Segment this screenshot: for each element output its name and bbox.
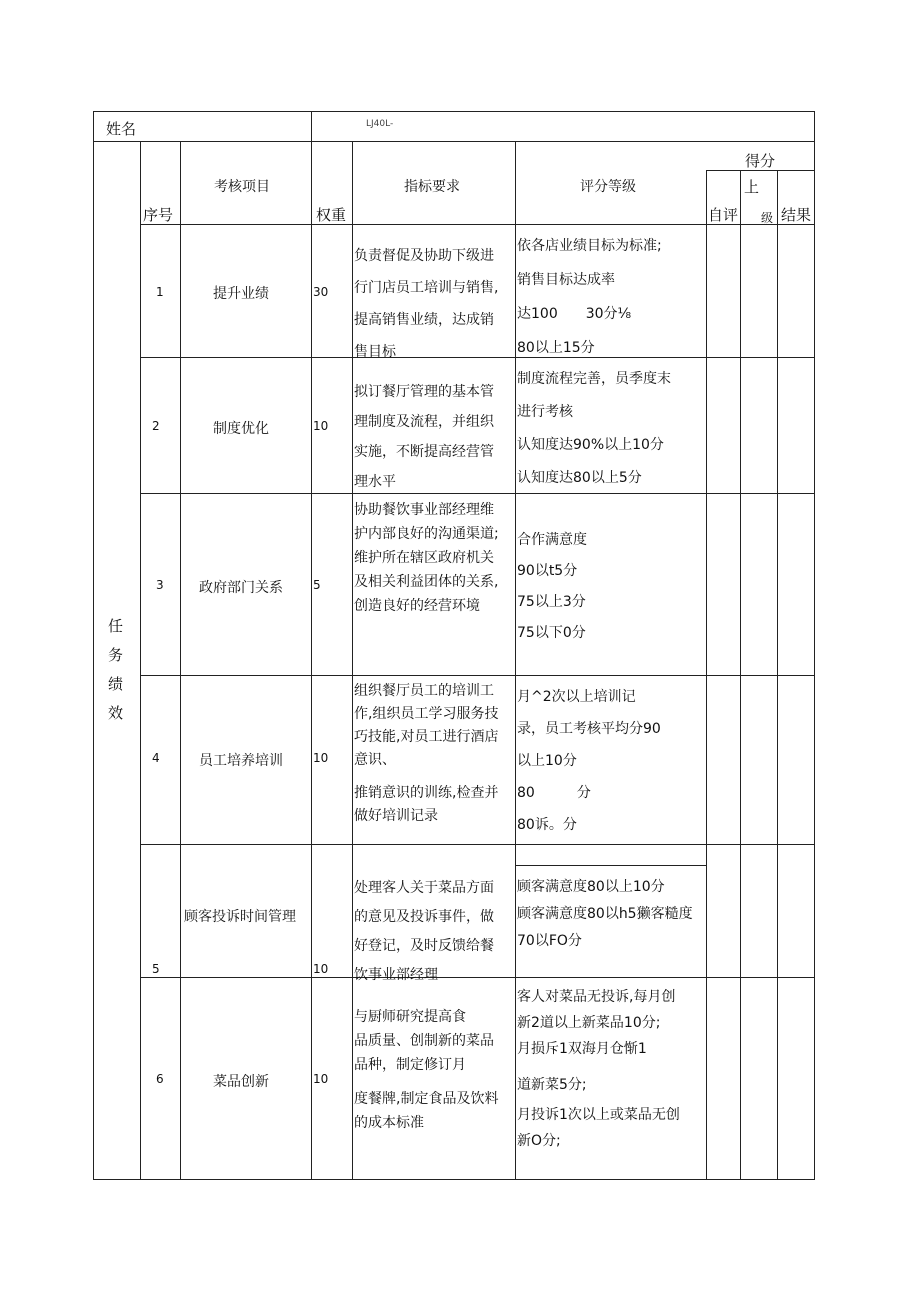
row-requirement: 组织餐厅员工的培训工 作,组织员工学习服务技 巧技能,对员工进行酒店 意识、 推销意识的训练,检查并 做好培训记录: [354, 683, 499, 824]
row-item: 提升业绩: [213, 286, 269, 302]
row-grading: 合作满意度 90以t5分 75以上3分 75以下0分: [517, 532, 587, 641]
row-weight: 10: [313, 962, 329, 976]
col-grading-header: 评分等级: [580, 179, 636, 195]
row-grading: 客人对菜品无投诉,每月创 新2道以上新菜品10分; 月损斥1双海月仓惭1 道新菜5分; 月投诉1次以上或菜品无创 新O分;: [517, 989, 680, 1149]
row-requirement: 协助餐饮事业部经理维 护内部良好的沟通渠道; 维护所在辖区政府机关 及相关利益团体的关系, 创造良好的经营环境: [354, 502, 499, 614]
row-weight: 10: [313, 419, 329, 433]
col-weight-header: 权重: [316, 206, 347, 224]
row-grading: 顾客满意度80以上10分 顾客满意度80以h5獭客糙度 70以FO分: [517, 879, 693, 949]
col-self-header: 自评: [708, 206, 739, 224]
col-item-header: 考核项目: [214, 179, 270, 195]
row-requirement: 拟订餐厅管理的基本管 理制度及流程，并组织 实施，不断提高经营管 理水平: [354, 384, 494, 490]
row-grading: 制度流程完善，员季度末 进行考核 认知度达90%以上10分 认知度达80以上5分: [517, 371, 671, 486]
row-seq: 3: [156, 578, 164, 592]
row-weight: 5: [313, 578, 321, 592]
row-requirement: 处理客人关于菜品方面 的意见及投诉事件，做 好登记，及时反馈给餐 饮事业部经理: [354, 880, 494, 983]
row-item: 菜品创新: [213, 1074, 269, 1090]
col-result-header: 结果: [781, 206, 812, 224]
row-seq: 2: [152, 419, 160, 433]
row-seq: 5: [152, 962, 160, 976]
row-seq: 6: [156, 1072, 164, 1086]
name-label: 姓名: [106, 120, 137, 138]
row-item: 员工培养培训: [199, 753, 283, 769]
row-weight: 30: [313, 285, 329, 299]
row-grading: 依各店业绩目标为标准; 销售目标达成率 达100 30分⅛ 80以上15分: [517, 238, 662, 356]
row-weight: 10: [313, 1072, 329, 1086]
category-label: 任 务 绩 效: [108, 617, 124, 722]
name-value: LJ40L-: [366, 119, 394, 129]
row-grading: 月^2次以上培训记 录，员工考核平均分90 以上10分 80 分 80诉。分: [517, 689, 661, 833]
row-item: 制度优化: [213, 421, 269, 437]
row-seq: 4: [152, 751, 160, 765]
col-seq-header: 序号: [143, 206, 174, 224]
col-requirement-header: 指标要求: [404, 179, 460, 195]
col-superior-header-bottom: 级: [761, 211, 774, 225]
row-item: 顾客投诉时间管理: [184, 909, 296, 925]
col-superior-header-top: 上: [744, 178, 760, 196]
row-weight: 10: [313, 751, 329, 765]
row-requirement: 负责督促及协助下级进 行门店员工培训与销售, 提高销售业绩，达成销 售目标: [354, 248, 499, 360]
col-score-header: 得分: [745, 152, 776, 170]
row-item: 政府部门关系: [199, 580, 283, 596]
row-requirement: 与厨师研究提高食 品质量、创制新的菜品 品种，制定修订月 度餐牌,制定食品及饮料 的成本标准: [354, 1009, 499, 1131]
row-seq: 1: [156, 285, 164, 299]
